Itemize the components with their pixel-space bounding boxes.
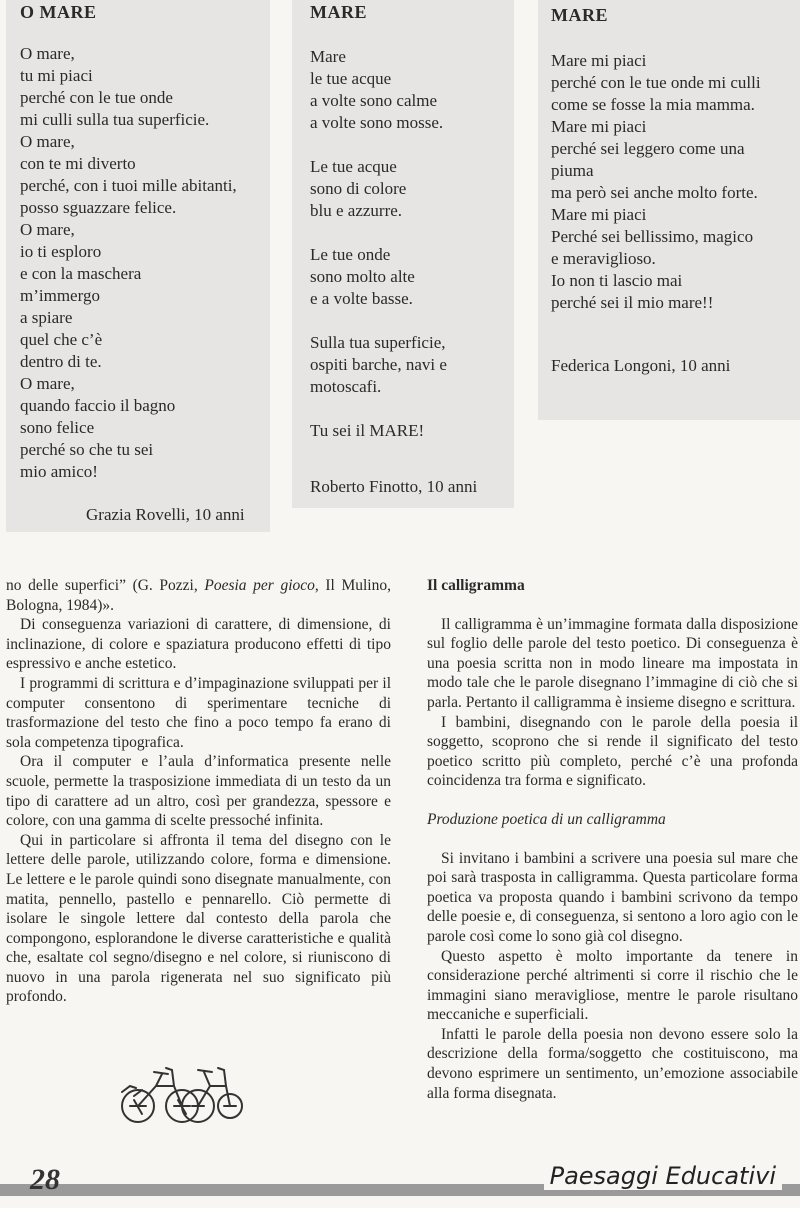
poem-line: O mare, [20,44,75,63]
poem-title: MARE [310,2,367,22]
poem-line: mio amico! [20,462,98,481]
poem-line: Le tue onde [310,245,391,264]
paragraph: I bambini, disegnando con le parole della poesia il soggetto, scoprono che si rende il significato del testo poetico scritto più completo, perché c’è una profonda coincidenza tra forma e significato. [427,713,798,790]
poem-line: mi culli sulla tua superficie. [20,110,210,129]
poem-line: O mare, [20,374,75,393]
paragraph: I programmi di scrittura e d’impaginazione sviluppati per il computer consentono di sperimentare tecniche di trasformazione del testo che fino a poco tempo fa erano di sola competenza tipografica. [6,674,391,751]
paragraph: Infatti le parole della poesia non devono essere solo la descrizione della forma/soggetto che costituiscono, ma devono esprimere un sentimento, un’emozione associabile alla forma disegnata. [427,1025,798,1102]
poem-line: quel che c’è [20,330,103,349]
poem-line: blu e azzurre. [310,201,403,220]
poem-line: Mare mi piaci [551,205,647,224]
poem-line: a volte sono calme [310,91,437,110]
poem-line [310,398,447,420]
poem-box-2 [292,0,514,508]
poem-title: O MARE [20,2,97,22]
poem-line: ma però sei anche molto forte. [551,183,758,202]
poem-line: sono di colore [310,179,407,198]
poem-line: come se fosse la mia mamma. [551,95,755,114]
poem-line: piuma [551,161,594,180]
poem-line: Tu sei il MARE! [310,421,425,440]
poem-line: Io non ti lascio mai [551,271,683,290]
poem-line: quando faccio il bagno [20,396,176,415]
poem-line [310,222,447,244]
poem-line: perché con le tue onde [20,88,173,107]
poem-line: Le tue acque [310,157,397,176]
poem-line: dentro di te. [20,352,102,371]
poem-box-3 [538,0,800,420]
poem-line: io ti esploro [20,242,102,261]
poem-line: motoscafi. [310,377,382,396]
poem-line: e meraviglioso. [551,249,656,268]
bicycles-drawing-icon [112,1056,244,1128]
poem-line: O mare, [20,132,75,151]
paragraph: Il calligramma è un’immagine formata dalla disposizione sul foglio delle parole del testo poetico. Di conseguenza è una poesia scritta non in modo lineare ma impostata in modo tale che le parole disegnano l’immagine di ciò che si parla. Pertanto il calligramma è insieme disegno e scrittura. [427,615,798,711]
poem-line: perché, con i tuoi mille abitanti, [20,176,237,195]
poem-line: perché con le tue onde mi culli [551,73,761,92]
poem-line: Mare mi piaci [551,117,647,136]
poem-line: perché sei il mio mare!! [551,293,714,312]
paragraph: Questo aspetto è molto importante da tenere in considerazione perché altrimenti si corre il rischio che le immagini siano meravigliose, mentre le parole risultano meccaniche e superficiali. [427,947,798,1024]
paragraph: Ora il computer e l’aula d’informatica presente nelle scuole, permette la trasposizione immediata di un testo da un tipo di carattere ad un altro, così per grandezza, spessore e colore, con una gamma di scelte pressoché infinita. [6,753,391,830]
poem-line: Perché sei bellissimo, magico [551,227,754,246]
poem-line: perché sei leggero come una [551,139,745,158]
poem-lines [20,43,237,483]
book-title: Poesia per gioco [204,577,315,594]
poem-line: sono felice [20,418,95,437]
poem-line: tu mi piaci [20,66,93,85]
paragraph: Si invitano i bambini a scrivere una poesia sul mare che poi sarà trasposta in calligramma. Questa particolare forma poetica va proposta quando i bambini scrivono da tempo delle poesie e, di conseguenza, si sentono a loro agio con le parole così come lo sono già col disegno. [427,849,798,945]
poem-author: Roberto Finotto, 10 anni [310,477,478,496]
page-number: 28 [30,1163,60,1196]
poem-line: a spiare [20,308,73,327]
text-span: no delle superfici” (G. Pozzi, [6,577,205,594]
poem-author: Grazia Rovelli, 10 anni [86,505,245,524]
poem-line: e con la maschera [20,264,142,283]
poem-title: MARE [551,5,608,25]
poem-line: con te mi diverto [20,154,136,173]
poem-line [310,310,447,332]
poem-box-1 [6,0,270,532]
poem-line: m’immergo [20,286,100,305]
poem-line: sono molto alte [310,267,415,286]
poem-lines [310,46,447,442]
poem-line: O mare, [20,220,75,239]
poem-line: le tue acque [310,69,392,88]
magazine-name: Paesaggi Educativi [544,1162,782,1190]
poem-line: a volte sono mosse. [310,113,444,132]
poem-line: Sulla tua superficie, [310,333,446,352]
poem-line: posso sguazzare felice. [20,198,177,217]
paragraph [6,576,391,615]
poem-line: ospiti barche, navi e [310,355,447,374]
poem-line: perché so che tu sei [20,440,154,459]
poem-line: Mare [310,47,346,66]
poem-lines [551,50,761,314]
section-heading: Il calligramma [427,577,525,594]
poem-author: Federica Longoni, 10 anni [551,356,731,375]
paragraph: Di conseguenza variazioni di carattere, di dimensione, di inclinazione, di colore e spaziatura producono effetti di tipo espressivo e anche estetico. [6,616,391,673]
left-column [6,576,391,1007]
poem-line: Mare mi piaci [551,51,647,70]
poem-line: e a volte basse. [310,289,413,308]
poem-line [310,134,447,156]
right-column [427,576,798,1103]
section-subheading: Produzione poetica di un calligramma [427,810,666,828]
text-span: , Il Mulino, Bologna, 1984)». [6,577,391,614]
paragraph: Qui in particolare si affronta il tema del disegno con le lettere delle parole, utilizzando colore, forma e dimensione. Le lettere e le parole quindi sono disegnate manualmente, con matita, pennello, pastello e pennarello. Ciò permette di isolare le singole lettere dal contesto della parola che compongono, esplorandone le diverse caratteristiche e qualità che, esaltate col segno/disegno e nel colore, si riuniscono di nuovo in una parola rigenerata nel suo significato più profondo. [6,831,391,1006]
